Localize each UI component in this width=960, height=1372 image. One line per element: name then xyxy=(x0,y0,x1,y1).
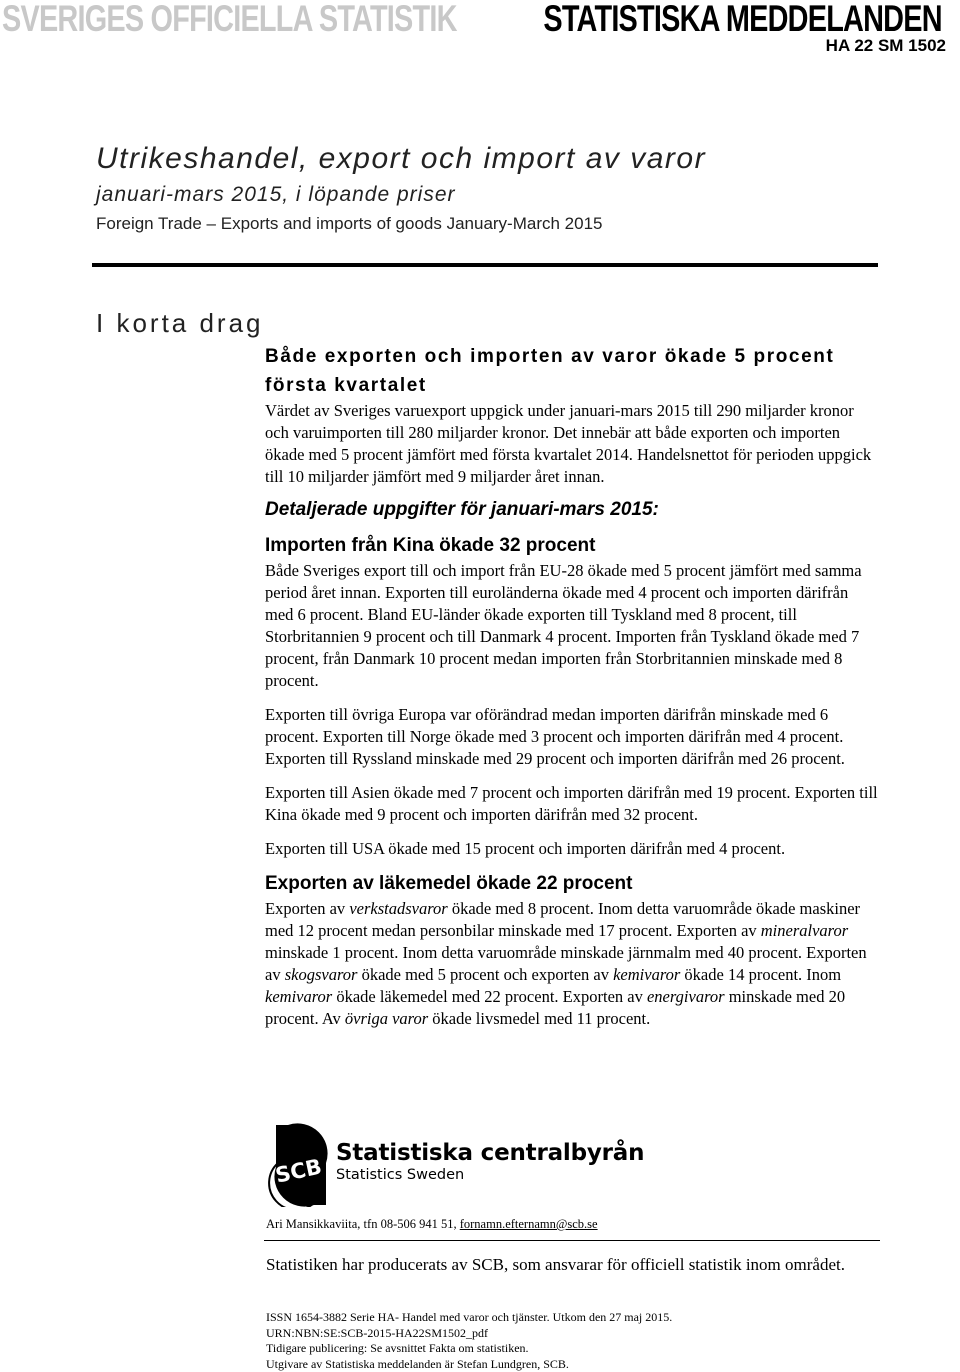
meta-publisher: Utgivare av Statistiska meddelanden är Stefan Lundgren, SCB. xyxy=(266,1356,569,1371)
main-content xyxy=(265,342,880,1042)
pharma-paragraph xyxy=(265,898,880,1030)
pharma-text-1: Exporten av xyxy=(265,899,350,918)
publication-meta xyxy=(266,1310,672,1372)
pharma-text-2: ökade med 8 procent. Inom detta varuområde ökade maskiner med 12 procent medan personbilar minskade med 17 procent. Exporten av xyxy=(265,899,861,940)
china-heading: Importen från Kina ökade 32 procent xyxy=(265,535,596,556)
eu-paragraph: Både Sveriges export till och import från EU-28 ökade med 5 procent jämfört med samma period året innan. Exporten till euroländerna ökade med 4 procent och importen därifrån med 6 procent. Bland EU-länder ökade exporten till Tyskland med 8 procent, till Storbritannien 9 procent och till Danmark 4 procent. Importen från Tyskland ökade med 7 procent, från Danmark 10 procent medan importen från Storbritannien minskade med 8 procent. xyxy=(265,561,862,690)
lead-paragraph: Värdet av Sveriges varuexport uppgick under januari-mars 2015 till 290 miljarder kronor och varuimporten till 280 miljarder kronor. Det innebär att både exporten och importen ökade med 5 procent jämfört med första kvartalet 2014. Handelsnettot för perioden uppgick till 10 miljarder jämfört med 9 miljarder året innan. xyxy=(265,401,872,486)
details-heading: Detaljerade uppgifter för januari-mars 2015: xyxy=(265,499,659,520)
pharma-term-7: övriga varor xyxy=(344,1009,429,1028)
logo-name-english: Statistics Sweden xyxy=(336,1167,465,1183)
pharma-text-3: minskade 1 procent. Inom detta varuområde minskade järnmalm med 40 procent. Exporten av xyxy=(265,943,867,984)
meta-previous: Tidigare publicering: Se avsnittet Fakta om statistiken. xyxy=(266,1341,529,1355)
europe-paragraph: Exporten till övriga Europa var oförändrad medan importen därifrån minskade med 6 procent. Exporten till Norge ökade med 3 procent och importen därifrån med 4 procent. Exporten till Ryssland minskade med 29 procent och importen därifrån med 26 procent. xyxy=(265,705,845,768)
pharma-text-5: ökade 14 procent. Inom xyxy=(680,965,842,984)
meta-issn: ISSN 1654-3882 Serie HA- Handel med varor och tjänster. Utkom den 27 maj 2015. xyxy=(266,1310,673,1324)
contact-email-link[interactable]: fornamn.efternamn@scb.se xyxy=(459,1217,598,1231)
pharma-text-4: ökade med 5 procent och exporten av xyxy=(357,965,614,984)
footer-divider xyxy=(264,1240,880,1241)
logo-mark-text: SCB xyxy=(273,1154,324,1188)
scb-logo xyxy=(266,1123,645,1207)
banner-statistical-reports: STATISTISKA MEDDELANDEN xyxy=(543,0,942,39)
pharma-term-4: kemivaror xyxy=(613,965,681,984)
contact-text: Ari Mansikkaviita, tfn 08-506 941 51, xyxy=(266,1217,460,1231)
english-title: Foreign Trade – Exports and imports of goods January-March 2015 xyxy=(96,214,603,233)
pharma-term-1: verkstadsvaror xyxy=(349,899,448,918)
pharma-term-5: kemivaror xyxy=(265,987,333,1006)
page-subtitle: januari-mars 2015, i löpande priser xyxy=(96,183,456,206)
producer-statement: Statistiken har producerats av SCB, som ansvarar för officiell statistik inom området. xyxy=(266,1255,845,1274)
pharma-term-6: energivaror xyxy=(646,987,725,1006)
logo-name: Statistiska centralbyrån xyxy=(336,1140,645,1166)
pharma-text-7: minskade med 20 procent. Av xyxy=(265,987,846,1028)
pharma-heading: Exporten av läkemedel ökade 22 procent xyxy=(265,873,633,894)
report-code: HA 22 SM 1502 xyxy=(825,36,946,55)
scb-logo-icon xyxy=(266,1123,328,1207)
series-banner xyxy=(0,0,960,38)
meta-urn: URN:NBN:SE:SCB-2015-HA22SM1502_pdf xyxy=(266,1325,489,1340)
banner-official-statistics: SVERIGES OFFICIELLA STATISTIK xyxy=(2,0,457,39)
pharma-term-3: skogsvaror xyxy=(284,965,358,984)
section-heading: I korta drag xyxy=(96,308,264,338)
asia-paragraph: Exporten till Asien ökade med 7 procent och importen därifrån med 19 procent. Exporten till Kina ökade med 9 procent och importen därifrån med 32 procent. xyxy=(265,783,878,824)
pharma-text-6: ökade läkemedel med 22 procent. Exporten av xyxy=(332,987,647,1006)
title-divider xyxy=(92,263,878,267)
page-title: Utrikeshandel, export och import av varor xyxy=(96,142,707,175)
lead-heading: Både exporten och importen av varor ökade 5 procent första kvartalet xyxy=(265,346,835,396)
pharma-text-8: ökade livsmedel med 11 procent. xyxy=(428,1009,651,1028)
pharma-term-2: mineralvaror xyxy=(760,921,849,940)
contact-line xyxy=(266,1217,598,1232)
usa-paragraph: Exporten till USA ökade med 15 procent och importen därifrån med 4 procent. xyxy=(265,839,786,858)
